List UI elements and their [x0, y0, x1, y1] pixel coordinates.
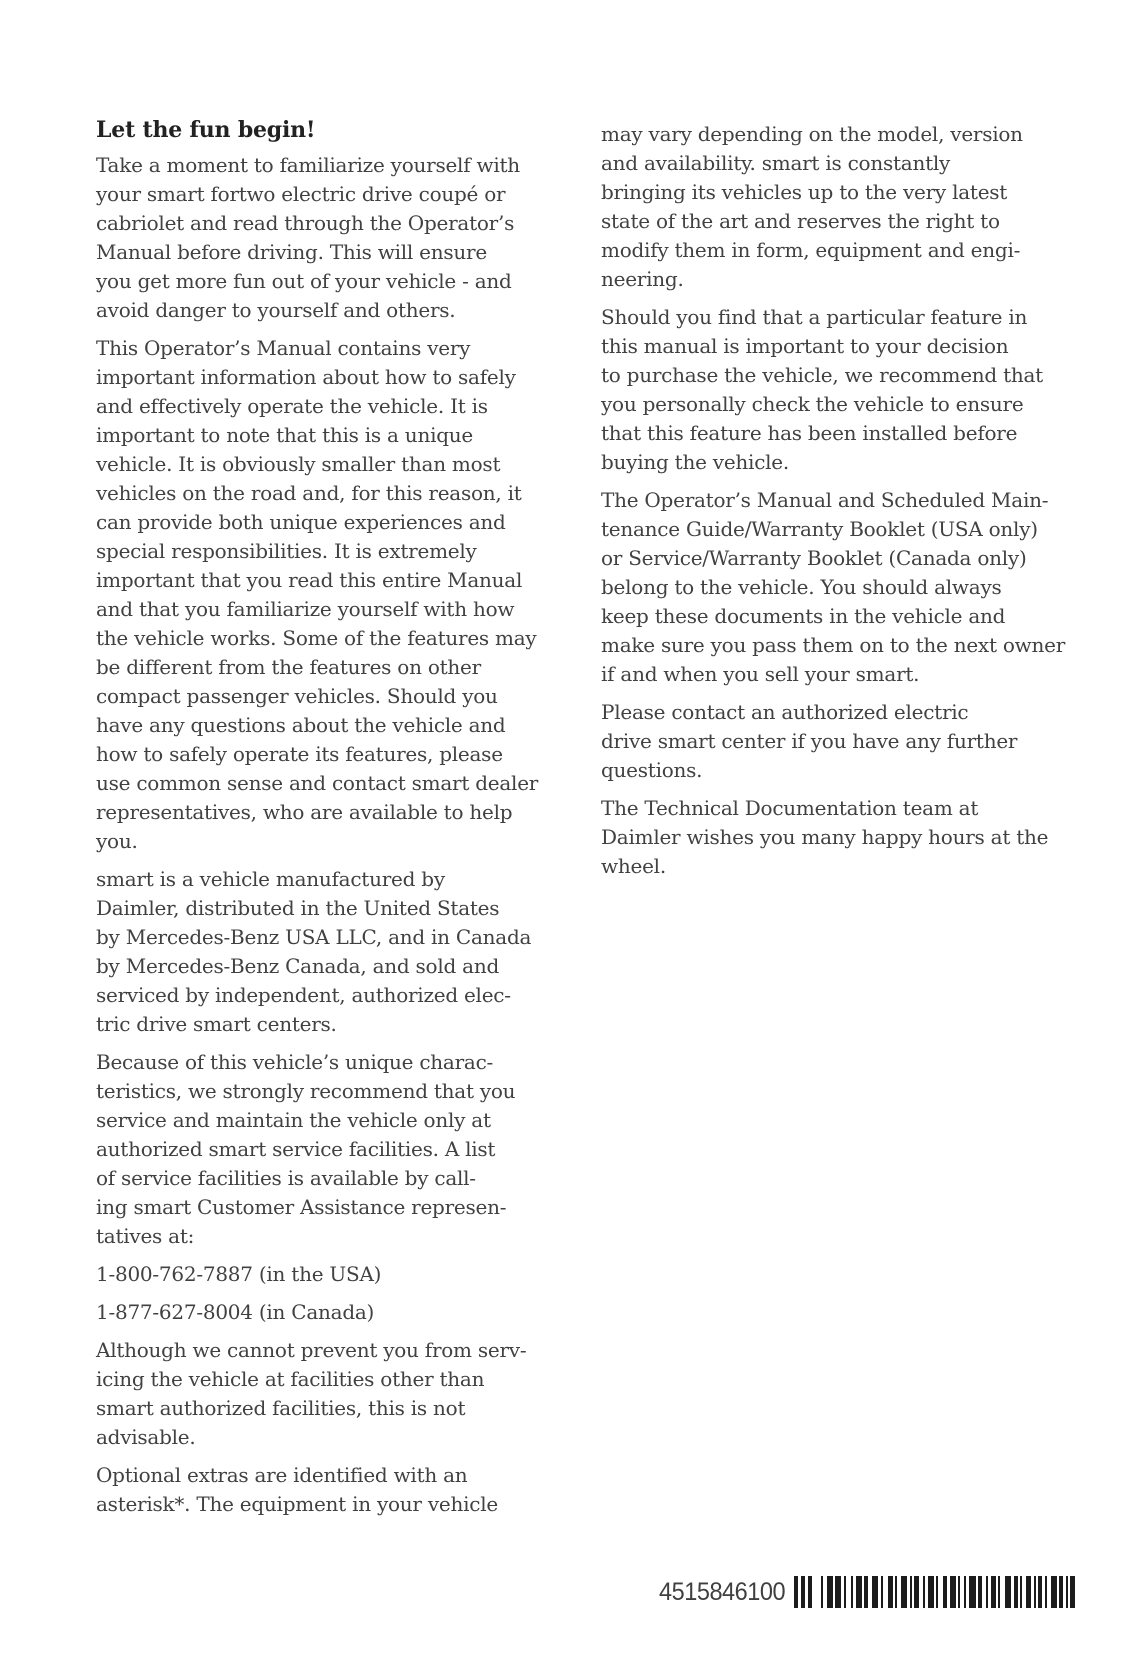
barcode-bar [1034, 1576, 1036, 1608]
text-line: by Mercedes-Benz USA LLC, and in Canada [96, 925, 532, 949]
text-line: to purchase the vehicle, we recommend that [601, 363, 1043, 387]
text-line: icing the vehicle at facilities other than [96, 1367, 485, 1391]
paragraph [601, 698, 1069, 785]
text-line: vehicles on the road and, for this reason, it [96, 481, 522, 505]
text-line: you. [96, 829, 138, 853]
text-line: important that you read this entire Manual [96, 568, 523, 592]
text-line: be different from the features on other [96, 655, 481, 679]
text-line: and that you familiarize yourself with how [96, 597, 515, 621]
paragraph [96, 151, 562, 325]
text-line: tatives at: [96, 1224, 195, 1248]
text-line: belong to the vehicle. You should always [601, 575, 1002, 599]
text-line: and effectively operate the vehicle. It is [96, 394, 488, 418]
text-line: important information about how to safely [96, 365, 516, 389]
text-line: serviced by independent, authorized elec- [96, 983, 511, 1007]
barcode-bar [821, 1576, 823, 1608]
barcode-bar [910, 1576, 912, 1608]
barcode-bar [1020, 1576, 1022, 1608]
text-line: or Service/Warranty Booklet (Canada only) [601, 546, 1027, 570]
barcode-bar [969, 1576, 976, 1608]
barcode-bar [872, 1576, 878, 1608]
paragraph [96, 1298, 562, 1327]
text-line: and availability. smart is constantly [601, 151, 951, 175]
barcode-bar [1005, 1576, 1011, 1608]
text-line: Although we cannot prevent you from serv- [96, 1338, 527, 1362]
text-line: Daimler, distributed in the United States [96, 896, 500, 920]
barcode-bar [923, 1576, 925, 1608]
text-line: The Technical Documentation team at [601, 796, 979, 820]
text-line: the vehicle works. Some of the features may [96, 626, 537, 650]
barcode-bar [827, 1576, 833, 1608]
text-line: this manual is important to your decision [601, 334, 1009, 358]
text-line: wheel. [601, 854, 666, 878]
barcode-bar [950, 1576, 956, 1608]
paragraph [96, 1461, 562, 1519]
text-line: have any questions about the vehicle and [96, 713, 506, 737]
barcode-bar [1066, 1576, 1068, 1608]
text-line: representatives, who are available to help [96, 800, 513, 824]
barcode-bar [998, 1576, 1000, 1608]
barcode-bar [943, 1576, 947, 1608]
barcode-bar [936, 1576, 938, 1608]
text-line: Please contact an authorized electric [601, 700, 969, 724]
barcode-bar [1014, 1576, 1018, 1608]
paragraph [96, 865, 562, 1039]
text-line: use common sense and contact smart dealer [96, 771, 539, 795]
paragraph [96, 1260, 562, 1289]
text-line: can provide both unique experiences and [96, 510, 506, 534]
left-column [96, 116, 562, 1528]
barcode-bar [964, 1576, 966, 1608]
barcode-bar [1059, 1576, 1063, 1608]
text-line: Daimler wishes you many happy hours at the [601, 825, 1049, 849]
text-line: vehicle. It is obviously smaller than most [96, 452, 501, 476]
text-line: avoid danger to yourself and others. [96, 298, 456, 322]
barcode-bar [1038, 1576, 1042, 1608]
barcode-bar [901, 1576, 907, 1608]
page-title: Let the fun begin! [96, 117, 316, 143]
text-line: smart is a vehicle manufactured by [96, 867, 445, 891]
paragraph [601, 486, 1069, 689]
text-line: cabriolet and read through the Operator’s [96, 211, 515, 235]
text-line: Should you find that a particular feature in [601, 305, 1028, 329]
barcode-bar [991, 1576, 996, 1608]
text-line: keep these documents in the vehicle and [601, 604, 1006, 628]
barcode-bar [1045, 1576, 1047, 1608]
barcode-bar [914, 1576, 919, 1608]
barcode-bar [794, 1576, 798, 1608]
text-line: This Operator’s Manual contains very [96, 336, 471, 360]
barcode-bar [928, 1576, 934, 1608]
text-line: compact passenger vehicles. Should you [96, 684, 498, 708]
text-line: ing smart Customer Assistance represen- [96, 1195, 507, 1219]
text-line: buying the vehicle. [601, 450, 789, 474]
text-line: may vary depending on the model, version [601, 122, 1023, 146]
text-line: tenance Guide/Warranty Booklet (USA only) [601, 517, 1038, 541]
paragraph [96, 1336, 562, 1452]
barcode-bar [1070, 1576, 1075, 1608]
paragraph [601, 794, 1069, 881]
text-line: questions. [601, 758, 703, 782]
text-line: tric drive smart centers. [96, 1012, 337, 1036]
barcode-bar [881, 1576, 883, 1608]
barcode-bar [958, 1576, 960, 1608]
text-line: Optional extras are identified with an [96, 1463, 468, 1487]
paragraph [601, 120, 1069, 294]
text-line: asterisk*. The equipment in your vehicle [96, 1492, 498, 1516]
barcode-bar [888, 1576, 893, 1608]
barcode-bar [801, 1576, 805, 1608]
text-line: drive smart center if you have any further [601, 729, 1018, 753]
text-line: bringing its vehicles up to the very latest [601, 180, 1008, 204]
barcode-bar [1026, 1576, 1031, 1608]
barcode-bar [856, 1576, 862, 1608]
text-line: smart authorized facilities, this is not [96, 1396, 466, 1420]
text-line: you get more fun out of your vehicle - and [96, 269, 512, 293]
barcode-icon [794, 1576, 1075, 1608]
barcode-bar [1051, 1576, 1057, 1608]
text-line: modify them in form, equipment and engi- [601, 238, 1021, 262]
text-line: important to note that this is a unique [96, 423, 473, 447]
text-line: 1-800-762-7887 (in the USA) [96, 1262, 382, 1286]
text-line: Take a moment to familiarize yourself with [96, 153, 520, 177]
text-line: state of the art and reserves the right to [601, 209, 1000, 233]
text-line: how to safely operate its features, please [96, 742, 503, 766]
barcode-bar [895, 1576, 897, 1608]
barcode-bar [986, 1576, 988, 1608]
text-line: advisable. [96, 1425, 196, 1449]
barcode-bar [851, 1576, 853, 1608]
text-line: Because of this vehicle’s unique charac- [96, 1050, 494, 1074]
right-column [601, 120, 1069, 890]
text-line: by Mercedes-Benz Canada, and sold and [96, 954, 499, 978]
text-line: if and when you sell your smart. [601, 662, 920, 686]
paragraph [601, 303, 1069, 477]
paragraph [96, 1048, 562, 1251]
text-line: neering. [601, 267, 684, 291]
text-line: of service facilities is available by call- [96, 1166, 476, 1190]
text-line: make sure you pass them on to the next owner [601, 633, 1066, 657]
text-line: you personally check the vehicle to ensure [601, 392, 1024, 416]
barcode-bar [835, 1576, 841, 1608]
text-line: 1-877-627-8004 (in Canada) [96, 1300, 375, 1324]
text-line: service and maintain the vehicle only at [96, 1108, 491, 1132]
text-line: your smart fortwo electric drive coupé or [96, 182, 506, 206]
footer [651, 1576, 1075, 1608]
barcode-bar [808, 1576, 812, 1608]
left-column-paragraphs [96, 151, 562, 1519]
text-line: authorized smart service facilities. A list [96, 1137, 496, 1161]
barcode-bar [844, 1576, 846, 1608]
text-line: special responsibilities. It is extremely [96, 539, 477, 563]
text-line: that this feature has been installed before [601, 421, 1018, 445]
text-line: teristics, we strongly recommend that you [96, 1079, 516, 1103]
paragraph [96, 334, 562, 856]
part-number: 4515846100 [658, 1577, 785, 1606]
barcode-bar [864, 1576, 868, 1608]
barcode-bar [978, 1576, 982, 1608]
text-line: The Operator’s Manual and Scheduled Main- [601, 488, 1049, 512]
text-line: Manual before driving. This will ensure [96, 240, 487, 264]
